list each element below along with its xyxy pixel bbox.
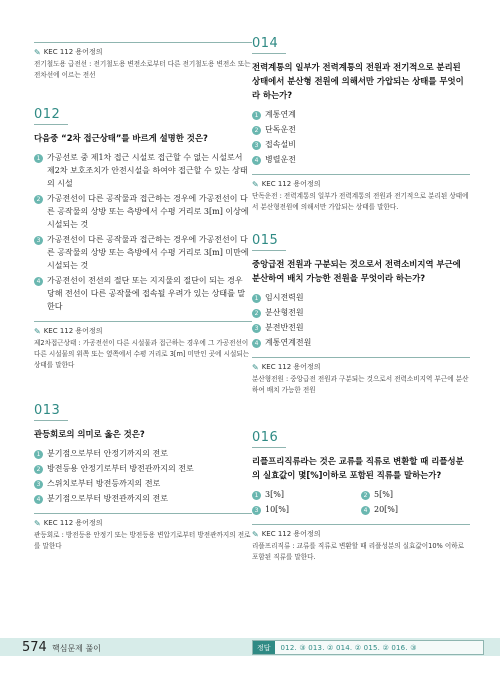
kec-label: ✎ KEC 112 용어정의 — [34, 518, 103, 528]
right-column — [252, 36, 470, 563]
number-3-icon: 3 — [252, 141, 261, 150]
option-4: 4 계통연계전원 — [252, 336, 470, 349]
number-2-icon: 2 — [34, 195, 43, 204]
number-3-icon: 3 — [34, 236, 43, 245]
divider — [252, 357, 470, 358]
number-4-icon: 4 — [361, 506, 370, 515]
question-number: 015 — [252, 233, 286, 251]
note-box — [34, 315, 252, 371]
option-1: 1 분기점으로부터 안정기까지의 전로 — [34, 447, 252, 460]
question-13 — [34, 403, 252, 552]
option-1: 1 계통연계 — [252, 108, 470, 121]
kec-label: ✎ KEC 112 용어정의 — [34, 47, 103, 57]
option-4: 4 분기점으로부터 방전관까지의 전로 — [34, 492, 252, 505]
option-3: 3 스위치로부터 방전등까지의 전로 — [34, 477, 252, 490]
note-box — [34, 507, 252, 552]
number-1-icon: 1 — [252, 111, 261, 120]
option-4: 4 20[%] — [361, 503, 470, 516]
option-2: 2 방전등용 안정기로부터 방전관까지의 전로 — [34, 462, 252, 475]
number-2-icon: 2 — [252, 126, 261, 135]
question-number: 013 — [34, 403, 68, 421]
note-text: 리플프리직류 : 교류를 직류로 변환할 때 리플성분의 실효값이10% 이하로 포함된 직류를 말한다. — [252, 542, 464, 561]
answer-label: 정답 — [253, 641, 275, 654]
pencil-icon: ✎ — [252, 179, 259, 189]
pencil-icon: ✎ — [252, 529, 259, 539]
number-4-icon: 4 — [34, 277, 43, 286]
divider — [34, 321, 252, 322]
divider — [252, 174, 470, 175]
divider — [34, 42, 252, 43]
option-2: 2 가공전선이 다른 공작물과 접근하는 경우에 가공전선이 다른 공작물의 상방 또는 측방에서 수평 거리로 3[m] 이상에 시설되는 것 — [34, 192, 252, 231]
question-number: 012 — [34, 107, 68, 125]
pencil-icon: ✎ — [34, 47, 41, 57]
note-text: 단독운전 : 전력계통의 일부가 전력계통의 전원과 전기적으로 분리된 상태에서 분산형전원에 의해서만 가압되는 상태를 말한다. — [252, 192, 469, 211]
option-2: 2 분산형전원 — [252, 306, 470, 319]
kec-label: ✎ KEC 112 용어정의 — [252, 529, 321, 539]
footer-title: 핵심문제 풀이 — [52, 644, 101, 653]
note-box — [34, 36, 252, 81]
question-14 — [252, 36, 470, 213]
question-12 — [34, 107, 252, 371]
note-text: 관등회로 : 방전등용 안정기 또는 방전등용 변압기로부터 방전관까지의 전로를 말한다 — [34, 531, 251, 550]
number-4-icon: 4 — [252, 156, 261, 165]
number-2-icon: 2 — [34, 465, 43, 474]
kec-label: ✎ KEC 112 용어정의 — [252, 179, 321, 189]
pencil-icon: ✎ — [252, 362, 259, 372]
page-footer — [0, 634, 500, 664]
number-2-icon: 2 — [252, 309, 261, 318]
number-3-icon: 3 — [252, 324, 261, 333]
question-title: 다음중 “2차 접근상태”를 바르게 설명한 것은? — [34, 133, 208, 143]
note-text: 전기철도용 급전선 : 전기철도용 변전소로부터 다른 전기철도용 변전소 또는 전차선에 이르는 전선 — [34, 60, 251, 79]
number-1-icon: 1 — [34, 154, 43, 163]
option-3: 3 10[%] — [252, 503, 361, 516]
note-text: 분산형전원 : 중앙급전 전원과 구분되는 것으로서 전력소비지역 부근에 분산하여 배치 가능한 전원 — [252, 375, 469, 394]
divider — [34, 513, 252, 514]
question-number: 016 — [252, 430, 286, 448]
number-1-icon: 1 — [252, 294, 261, 303]
divider — [252, 524, 470, 525]
question-title: 관등회로의 의미로 옳은 것은? — [34, 429, 145, 439]
option-1: 1 임시전력원 — [252, 291, 470, 304]
number-4-icon: 4 — [34, 495, 43, 504]
question-16 — [252, 430, 470, 563]
number-2-icon: 2 — [361, 491, 370, 500]
option-4: 4 병렬운전 — [252, 153, 470, 166]
pencil-icon: ✎ — [34, 518, 41, 528]
option-1: 1 3[%] — [252, 488, 361, 501]
number-1-icon: 1 — [252, 491, 261, 500]
option-2: 2 5[%] — [361, 488, 470, 501]
note-box — [252, 351, 470, 396]
note-text: 제2차접근상태 : 가공전선이 다른 시설물과 접근하는 경우에 그 가공전선이 다른 시설물의 위쪽 또는 옆쪽에서 수평 거리로 3[m] 미만인 곳에 시설되는 상태를 말한다 — [34, 339, 250, 369]
question-title: 리플프리직류라는 것은 교류를 직류로 변환할 때 리플성분의 실효값이 몇[%]이하로 포함된 직류를 말하는가? — [252, 456, 464, 480]
left-column — [34, 36, 252, 552]
option-3: 3 분전반전원 — [252, 321, 470, 334]
kec-label: ✎ KEC 112 용어정의 — [34, 326, 103, 336]
option-1: 1 가공선로 중 제1차 접근 시설로 접근할 수 없는 시설로서 제2차 보호조치가 안전시설을 하여야 접근할 수 있는 상태의 시설 — [34, 151, 252, 190]
question-title: 전력계통의 일부가 전력계통의 전원과 전기적으로 분리된 상태에서 분산형 전원에 의해서만 가압되는 상태를 무엇이라 하는가? — [252, 62, 464, 100]
note-box — [252, 518, 470, 563]
number-4-icon: 4 — [252, 339, 261, 348]
number-3-icon: 3 — [34, 480, 43, 489]
question-number: 014 — [252, 36, 286, 54]
kec-label: ✎ KEC 112 용어정의 — [252, 362, 321, 372]
note-box — [252, 168, 470, 213]
option-4: 4 가공전선이 전선의 절단 또는 지지물의 절단이 되는 경우 당해 전선이 다른 공작물에 접속될 우려가 있는 상태를 말한다 — [34, 274, 252, 313]
answer-key — [252, 640, 484, 655]
number-3-icon: 3 — [252, 506, 261, 515]
page-number: 574 — [22, 640, 47, 655]
option-3: 3 가공전선이 다른 공작물과 접근하는 경우에 가공전선이 다른 공작물의 상방 또는 측방에서 수평 거리로 3[m] 미만에 시설되는 것 — [34, 233, 252, 272]
answer-list: 012. ③ 013. ② 014. ② 015. ② 016. ③ — [280, 643, 417, 652]
option-2: 2 단독운전 — [252, 123, 470, 136]
question-title: 중앙급전 전원과 구분되는 것으로서 전력소비지역 부근에 분산하여 배치 가능한 전원을 무엇이라 하는가? — [252, 259, 461, 283]
option-3: 3 접속설비 — [252, 138, 470, 151]
pencil-icon: ✎ — [34, 326, 41, 336]
question-15 — [252, 233, 470, 396]
number-1-icon: 1 — [34, 450, 43, 459]
